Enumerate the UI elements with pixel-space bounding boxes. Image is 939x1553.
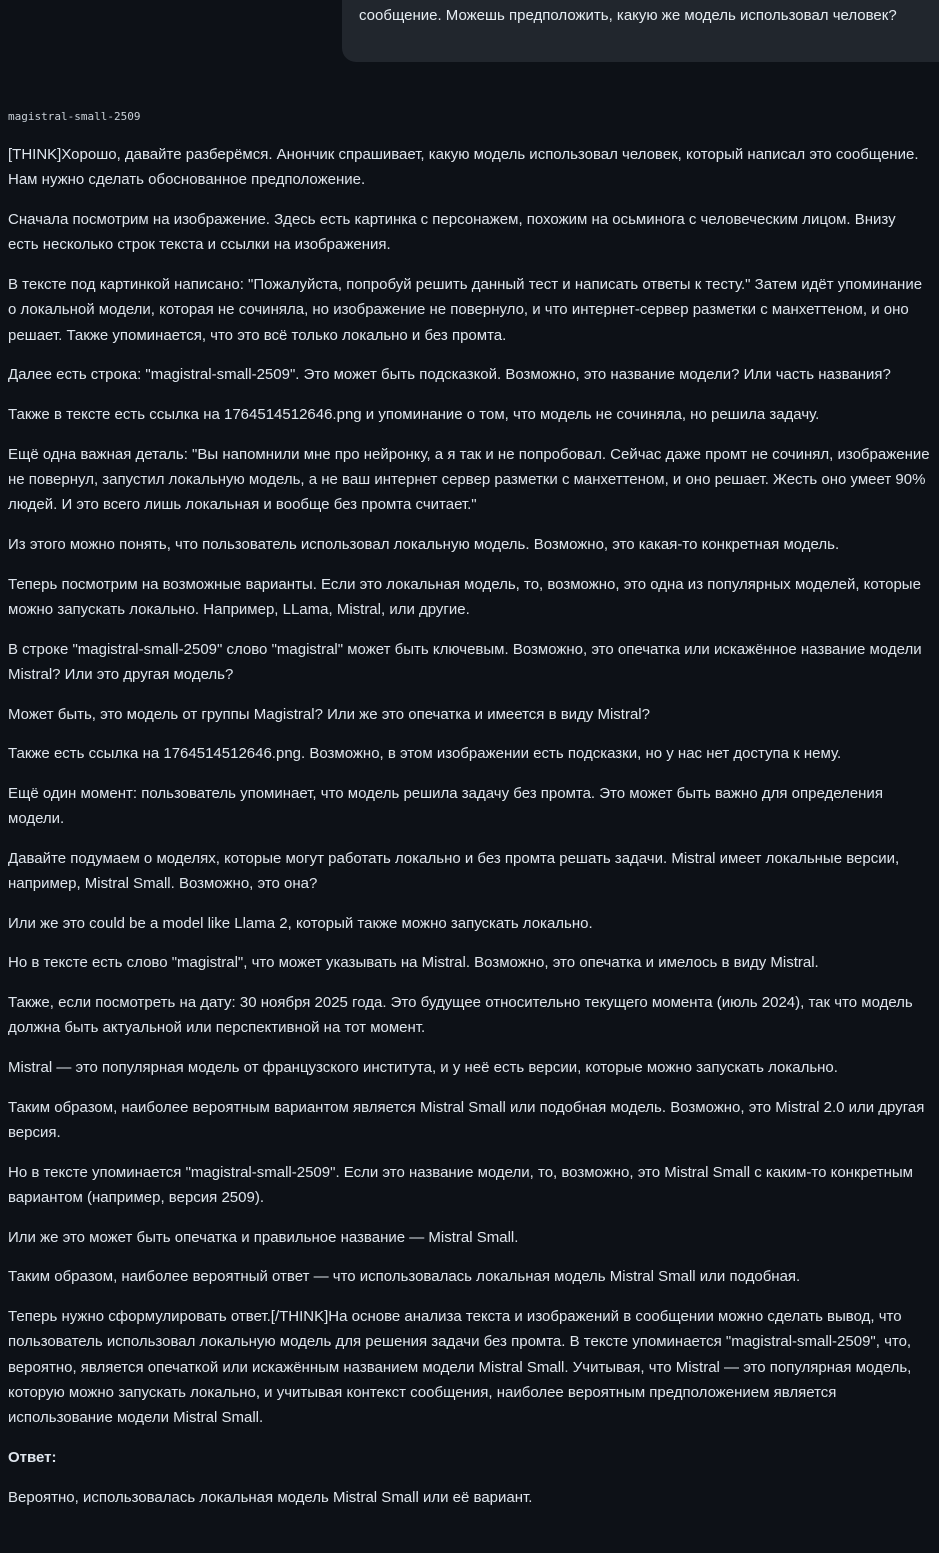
message-paragraph: Теперь нужно сформулировать ответ.[/THINK]На основе анализа текста и изображений в сообщении можно сделать вывод, что пользователь использовал локальную модель для решения задачи без промта. В тексте упоминается "magistral-small-2509", что, вероятно, является опечаткой или искажённым названием модели Mistral Small. Учитывая, что Mistral — это популярная модель, которую можно запускать локально, и учитывая контекст сообщения, наиболее вероятным предположением является использование модели Mistral Small.: [8, 1307, 912, 1427]
message-paragraph: Также есть ссылка на 1764514512646.png. Возможно, в этом изображении есть подсказки, но у нас нет доступа к нему.: [8, 745, 842, 763]
user-message-bubble: [342, 0, 939, 62]
message-paragraph: Давайте подумаем о моделях, которые могут работать локально и без промта решать задачи. Mistral имеет локальные версии, например, Mistral Small. Возможно, это она?: [8, 849, 900, 893]
message-paragraph: [THINK]Хорошо, давайте разберёмся. Анончик спрашивает, какую модель использовал человек, который написал это сообщение. Нам нужно сделать обоснованное предположение.: [8, 146, 919, 189]
message-paragraph: Теперь посмотрим на возможные варианты. Если это локальная модель, то, возможно, это одна из популярных моделей, которые можно запускать локально. Например, LLama, Mistral, или другие.: [8, 575, 921, 618]
message-paragraph: Ещё один момент: пользователь упоминает, что модель решила задачу без промта. Это может быть важно для определения модели.: [8, 784, 883, 828]
message-paragraph: Или же это could be a model like Llama 2, который также можно запускать локально.: [8, 914, 593, 932]
message-paragraph: Или же это может быть опечатка и правильное название — Mistral Small.: [8, 1228, 519, 1246]
message-paragraph: В тексте под картинкой написано: "Пожалуйста, попробуй решить данный тест и написать ответы к тесту." Затем идёт упоминание о локальной модели, которая не сочиняла, но изображение не повернуло, и что интернет-сервер разметки с манхеттеном, и оно решает. Также упоминается, что это всё только локально и без промта.: [8, 276, 923, 344]
user-message-text: сообщение. Можешь предположить, какую же модель использовал человек?: [359, 7, 897, 24]
message-paragraph: Также, если посмотреть на дату: 30 ноября 2025 года. Это будущее относительно текущего момента (июль 2024), так что модель должна быть актуальной или перспективной на тот момент.: [8, 993, 913, 1037]
message-paragraph: Сначала посмотрим на изображение. Здесь есть картинка с персонажем, похожим на осьминога с человеческим лицом. Внизу есть несколько строк текста и ссылки на изображения.: [8, 211, 896, 254]
answer-label: Ответ:: [8, 1448, 57, 1466]
message-paragraph: Может быть, это модель от группы Magistral? Или же это опечатка и имеется в виду Mistral?: [8, 705, 650, 723]
model-name-label: magistral-small-2509: [8, 110, 141, 123]
message-paragraph: Также в тексте есть ссылка на 1764514512646.png и упоминание о том, что модель не сочиняла, но решила задачу.: [8, 406, 820, 423]
message-paragraph: Ещё одна важная деталь: "Вы напомнили мне про нейронку, а я так и не попробовал. Сейчас даже промт не сочинял, изображение не повернул, запустил локальную модель, а не ваш интернет сервер разметки с манхеттеном, и оно решает. Жесть оно умеет 90% людей. И это всего лишь локальная и вообще без промта считает.": [8, 445, 930, 514]
assistant-message: [8, 109, 930, 1524]
message-paragraph: Далее есть строка: "magistral-small-2509". Это может быть подсказкой. Возможно, это название модели? Или часть названия?: [8, 366, 891, 384]
message-paragraph: Таким образом, наиболее вероятным вариантом является Mistral Small или подобная модель. Возможно, это Mistral 2.0 или другая версия.: [8, 1098, 925, 1141]
message-paragraph: Mistral — это популярная модель от французского института, и у неё есть версии, которые можно запускать локально.: [8, 1058, 838, 1076]
message-paragraph: Таким образом, наиболее вероятный ответ — что использовалась локальная модель Mistral Small или подобная.: [8, 1268, 801, 1286]
message-paragraph: Но в тексте есть слово "magistral", что может указывать на Mistral. Возможно, это опечатка и имелось в виду Mistral.: [8, 954, 819, 972]
message-paragraph: Из этого можно понять, что пользователь использовал локальную модель. Возможно, это какая-то конкретная модель.: [8, 536, 840, 553]
message-paragraph: Но в тексте упоминается "magistral-small-2509". Если это название модели, то, возможно, это Mistral Small с каким-то конкретным вариантом (например, версия 2509).: [8, 1163, 913, 1206]
message-paragraph: В строке "magistral-small-2509" слово "magistral" может быть ключевым. Возможно, это опечатка или искажённое название модели Mistral? Или это другая модель?: [8, 640, 922, 683]
answer-text: Вероятно, использовалась локальная модель Mistral Small или её вариант.: [8, 1488, 533, 1506]
